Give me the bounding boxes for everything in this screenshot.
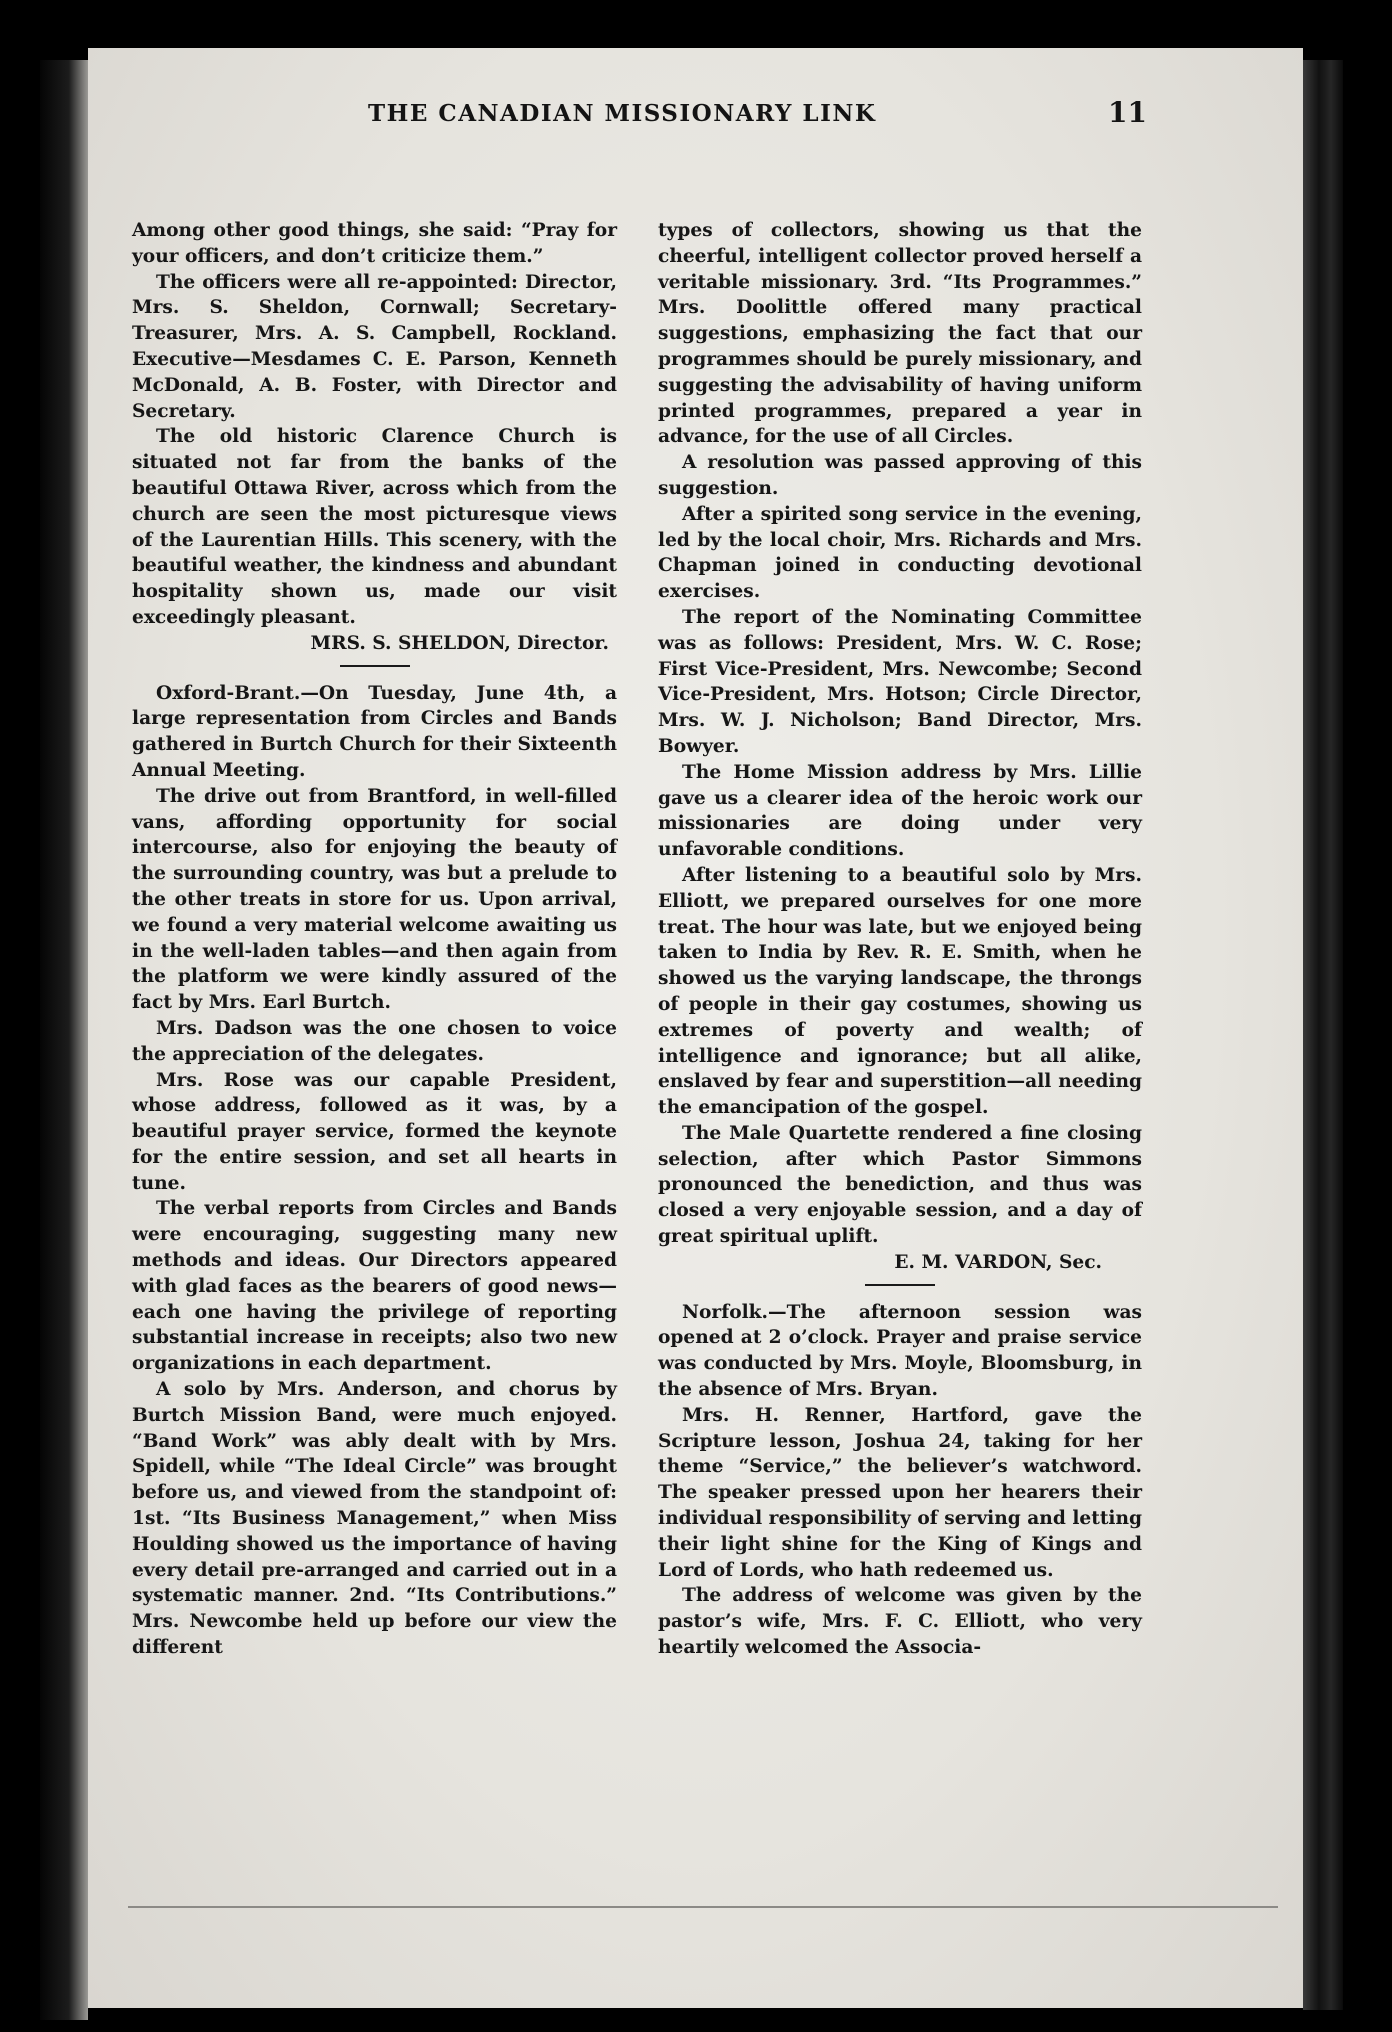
right-column	[658, 218, 1142, 1661]
bottom-rule	[128, 1906, 1278, 1908]
paragraph: types of collectors, showing us that the cheerful, intelligent collector proved herself a veritable missionary. 3rd. “Its Programmes.” Mrs. Doolittle offered many practical suggestions, emphasizing the fact that our programmes should be purely missionary, and suggesting the advisability of having uniform printed programmes, prepared a year in advance, for the use of all Circles.	[658, 220, 1142, 448]
page-right-edge	[1303, 60, 1343, 2010]
paragraph: The verbal reports from Circles and Bands were encouraging, suggesting many new methods and ideas. Our Directors appeared with glad faces as the bearers of good news—each one having the privilege of reporting substantial increase in receipts; also two new organizations in each department.	[132, 1198, 617, 1375]
paragraph: The Home Mission address by Mrs. Lillie gave us a clearer idea of the heroic work our missionaries are doing under very unfavorable conditions.	[658, 761, 1142, 861]
left-column	[132, 218, 617, 1661]
paragraph: After a spirited song service in the evening, led by the local choir, Mrs. Richards and Mrs. Chapman joined in conducting devotional exercises.	[658, 503, 1142, 603]
paragraph: The old historic Clarence Church is situated not far from the banks of the beautiful Ottawa River, across which from the church are seen the most picturesque views of the Laurentian Hills. This scenery, with the beautiful weather, the kindness and abundant hospitality shown us, made our visit exceedingly pleasant.	[132, 426, 617, 628]
signature: MRS. S. SHELDON, Director.	[310, 632, 609, 654]
paragraph: Mrs. Dadson was the one chosen to voice the appreciation of the delegates.	[132, 1017, 617, 1065]
page-header	[88, 160, 1303, 212]
paragraph: Norfolk.—The afternoon session was opened at 2 o’clock. Prayer and praise service was conducted by Mrs. Moyle, Bloomsburg, in the absence of Mrs. Bryan.	[658, 1301, 1142, 1401]
paragraph: The drive out from Brantford, in well-filled vans, affording opportunity for social intercourse, also for enjoying the beauty of the surrounding country, was but a prelude to the other treats in store for us. Upon arrival, we found a very material welcome awaiting us in the well-laden tables—and then again from the platform we were kindly assured of the fact by Mrs. Earl Burtch.	[132, 785, 617, 1014]
section-divider	[340, 665, 410, 667]
section-divider	[865, 1284, 935, 1286]
paragraph: The Male Quartette rendered a fine closing selection, after which Pastor Simmons pronounced the benediction, and thus was closed a very enjoyable session, and a day of great spiritual uplift.	[658, 1122, 1142, 1248]
page-left-shadow	[40, 60, 88, 2020]
paragraph: A solo by Mrs. Anderson, and chorus by Burtch Mission Band, were much enjoyed. “Band Work” was ably dealt with by Mrs. Spidell, while “The Ideal Circle” was brought before us, and viewed from the standpoint of: 1st. “Its Business Management,” when Miss Houlding showed us the importance of having every detail pre-arranged and carried out in a systematic manner. 2nd. “Its Contributions.” Mrs. Newcombe held up before our view the different	[132, 1379, 617, 1659]
paragraph: Mrs. H. Renner, Hartford, gave the Scripture lesson, Joshua 24, taking for her theme “Service,” the believer’s watchword. The speaker pressed upon her hearers their individual responsibility of serving and letting their light shine for the King of Kings and Lord of Lords, who hath redeemed us.	[658, 1404, 1142, 1581]
paragraph: After listening to a beautiful solo by Mrs. Elliott, we prepared ourselves for one more treat. The hour was late, but we enjoyed being taken to India by Rev. R. E. Smith, when he showed us the varying landscape, the throngs of people in their gay costumes, showing us extremes of poverty and wealth; of intelligence and ignorance; but all alike, enslaved by fear and superstition—all needing the emancipation of the gospel.	[658, 864, 1142, 1119]
paragraph: Among other good things, she said: “Pray for your officers, and don’t criticize them.”	[132, 220, 617, 267]
paragraph: The officers were all re-appointed: Director, Mrs. S. Sheldon, Cornwall; Secretary-Treasurer, Mrs. A. S. Campbell, Rockland. Executive—Mesdames C. E. Parson, Kenneth McDonald, A. B. Foster, with Director and Secretary.	[132, 271, 617, 422]
paragraph: The report of the Nominating Committee was as follows: President, Mrs. W. C. Rose; First Vice-President, Mrs. Newcombe; Second Vice-President, Mrs. Hotson; Circle Director, Mrs. W. J. Nicholson; Band Director, Mrs. Bowyer.	[658, 606, 1142, 757]
page-number: 11	[1108, 96, 1147, 129]
paragraph: The address of welcome was given by the pastor’s wife, Mrs. F. C. Elliott, who very heartily welcomed the Associa-	[658, 1585, 1142, 1659]
document-page	[88, 48, 1303, 2008]
paragraph: Mrs. Rose was our capable President, whose address, followed as it was, by a beautiful prayer service, formed the keynote for the entire session, and set all hearts in tune.	[132, 1069, 617, 1194]
signature: E. M. VARDON, Sec.	[894, 1251, 1102, 1273]
running-title: THE CANADIAN MISSIONARY LINK	[368, 100, 877, 127]
paragraph: A resolution was passed approving of this suggestion.	[658, 452, 1142, 499]
paragraph: Oxford-Brant.—On Tuesday, June 4th, a large representation from Circles and Bands gathered in Burtch Church for their Sixteenth Annual Meeting.	[132, 682, 617, 781]
